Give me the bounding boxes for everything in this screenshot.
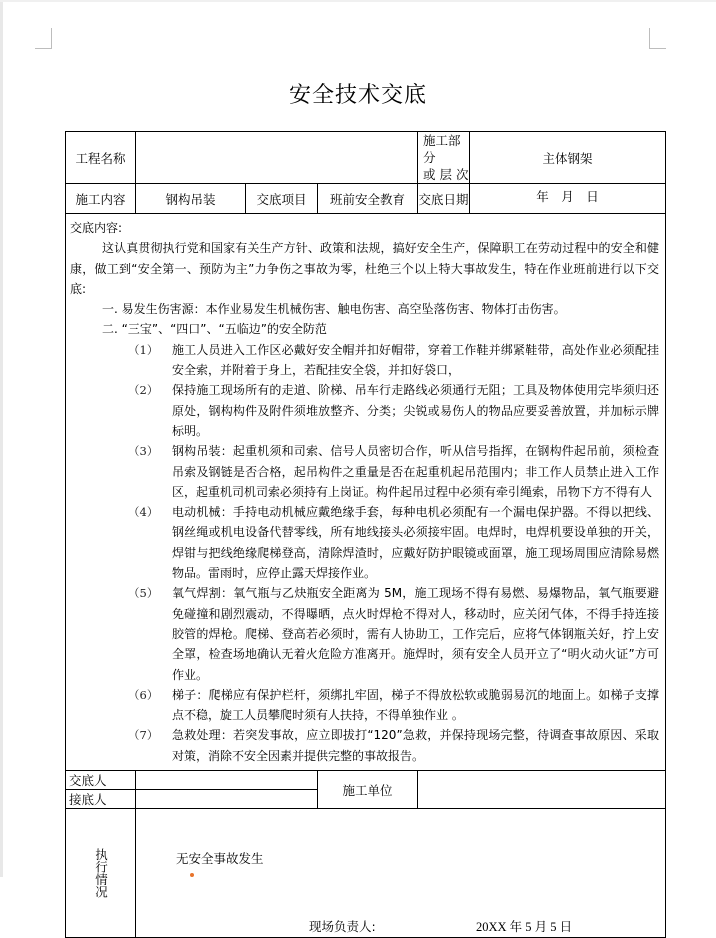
item-number: （5） — [128, 586, 159, 601]
execution-row — [66, 809, 666, 938]
list-item — [70, 685, 659, 726]
item-number: （1） — [128, 342, 159, 357]
list-item — [70, 583, 659, 684]
construction-unit-label: 施工单位 — [318, 771, 418, 809]
project-name-value[interactable] — [136, 132, 418, 184]
list-item — [70, 502, 659, 583]
construction-unit-value[interactable] — [418, 771, 666, 809]
content-heading: 交底内容: — [70, 221, 123, 235]
list-item — [70, 340, 659, 381]
briefing-date-label: 交底日期 — [418, 184, 470, 214]
content-intro: 这认真贯彻执行党和国家有关生产方针、政策和法规，搞好安全生产，保障职工在劳动过程中的安全和健康，做工到“安全第一、预防为主”力争伤之事故为零，杜绝三个以上特大事故发生，特在作业班前进行以下交底: — [70, 241, 660, 296]
section-label-line1: 施工部分 — [423, 133, 461, 165]
execution-label-cell — [66, 809, 136, 938]
text-cursor-marker — [190, 873, 194, 877]
signature-row-giver — [66, 771, 666, 790]
header-row-project — [66, 132, 666, 184]
project-name-label: 工程名称 — [66, 132, 136, 184]
section-precautions: 二. “三宝”、“四口”、“五临边”的安全防范 — [102, 322, 327, 337]
item-text: 电动机械：手持电动机械应戴绝缘手套，每种电机必须配有一个漏电保护器。不得以把线、钢丝绳或机电设备代替零线，所有地线接头必须接牢固。电焊时，电焊机要设单独的开关，焊钳与把线绝缘爬梯登高，清除焊渣时，应戴好防护眼镜或面罩，施工现场周围应清除易燃物品。雷雨时，应停止露天焊接作业。 — [172, 505, 660, 581]
item-number: （6） — [128, 687, 159, 702]
work-content-value[interactable]: 钢构吊装 — [136, 184, 246, 214]
item-text: 保持施工现场所有的走道、阶梯、吊车行走路线必须通行无阻；工具及物体使用完毕须归还原处，钢构构件及附件须堆放整齐、分类；尖锐或易伤人的物品应要妥善放置，并加标示牌标明。 — [172, 383, 660, 438]
site-responsible-label: 现场负责人: — [309, 919, 376, 935]
section-label-line2: 或 层 次 — [423, 167, 469, 182]
item-text: 梯子：爬梯应有保护栏杆，须绑扎牢固，梯子不得放松软或脆弱易沉的地面上。如梯子支撑点不稳，旋工人员攀爬时须有人扶持，不得单独作业 。 — [172, 687, 660, 723]
execution-note: 无安全事故发生 — [176, 851, 264, 867]
briefing-item-label: 交底项目 — [246, 184, 318, 214]
safety-briefing-table — [65, 131, 666, 938]
execution-label: 执行情况 — [93, 848, 109, 899]
item-text: 钢构吊装：起重机须和司索、信号人员密切合作，听从信号指挥，在钢构件起吊前，须检查吊索及钢链是否合格，起吊构件之重量是否在起重机起吊范围内；非工作人员禁止进入工作区，起重机司机司索必须持有上岗证。构件起吊过程中必须有牵引绳索，吊物下方不得有人 — [172, 444, 660, 499]
content-row — [66, 214, 666, 771]
item-text: 施工人员进入工作区必戴好安全帽并扣好帽带，穿着工作鞋并绑紧鞋带，高处作业必须配挂安全索，并附着于身上，若配挂安全袋，并扣好袋口， — [172, 342, 660, 378]
briefing-content[interactable] — [66, 214, 666, 771]
header-row-content — [66, 184, 666, 214]
briefing-item-value[interactable]: 班前安全教育 — [318, 184, 418, 214]
margin-corner-top-right — [649, 28, 666, 49]
item-number: （4） — [128, 505, 159, 520]
work-content-label: 施工内容 — [66, 184, 136, 214]
giver-label: 交底人 — [66, 771, 136, 790]
section-label — [418, 132, 470, 184]
section-hazards: 一. 易发生伤害源：本作业易发生机械伤害、触电伤害、高空坠落伤害、物体打击伤害。 — [102, 302, 566, 317]
page-edge — [0, 0, 3, 877]
receiver-label: 接底人 — [66, 790, 136, 809]
execution-content[interactable] — [136, 809, 666, 938]
item-text: 氧气焊割：氧气瓶与乙炔瓶安全距离为 5M，施工现场不得有易燃、易爆物品，氧气瓶要避免碰撞和剧烈震动，不得曝晒，点火时焊枪不得对人，移动时，应关闭气体，不得手持连接胶管的焊枪。爬梯、登高若必须时，需有人协助工，工作完后，应将气体钢瓶关好，拧上安全罩，检查场地确认无着火危险方准离开。施焊时，须有安全人员开立了“明火动火证”方可作业。 — [172, 586, 660, 682]
list-item — [70, 441, 659, 502]
list-item — [70, 380, 659, 441]
execution-date: 20XX 年 5 月 5 日 — [476, 920, 573, 935]
list-item — [70, 725, 659, 766]
item-text: 急救处理：若突发事故，应立即拔打“120”急救，并保持现场完整，待调查事故原因、采取对策，消除不安全因素并提供完整的事故报告。 — [172, 728, 660, 763]
page-edge-top — [0, 0, 716, 2]
giver-value[interactable] — [136, 771, 318, 790]
receiver-value[interactable] — [136, 790, 318, 809]
item-number: （2） — [128, 383, 159, 398]
item-number: （3） — [128, 444, 159, 459]
margin-corner-top-left — [35, 28, 52, 49]
section-value[interactable]: 主体钢架 — [470, 132, 666, 184]
briefing-date-value[interactable]: 年 月 日 — [470, 184, 666, 214]
document-title: 安全技术交底 — [288, 83, 427, 108]
item-number: （7） — [128, 728, 159, 743]
